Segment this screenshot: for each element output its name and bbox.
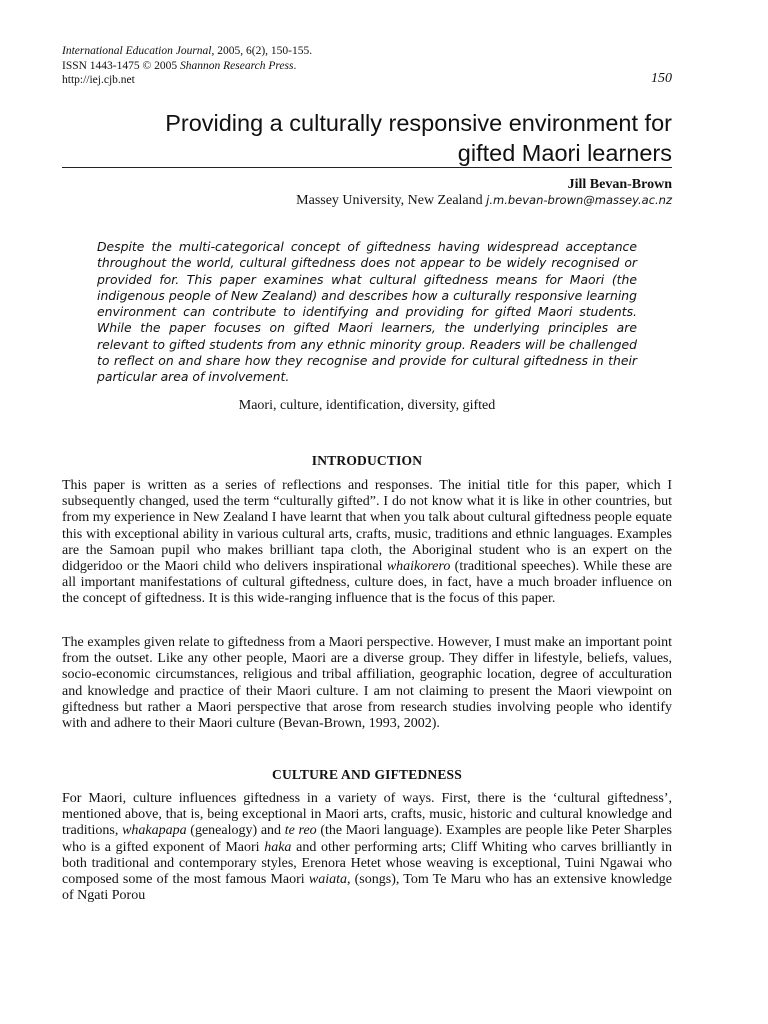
title-divider bbox=[62, 167, 672, 168]
introduction-heading: INTRODUCTION bbox=[311, 453, 423, 468]
title-line-1: Providing a culturally responsive environment for bbox=[165, 110, 672, 136]
publisher: Shannon Research Press bbox=[180, 59, 294, 72]
publisher-suffix: . bbox=[293, 59, 297, 72]
keywords: Maori, culture, identification, diversity, gifted bbox=[238, 398, 496, 413]
text-run: (genealogy) and bbox=[186, 823, 285, 839]
author-affiliation bbox=[296, 193, 672, 209]
issn-line bbox=[62, 59, 672, 74]
abstract: Despite the multi-categorical concept of giftedness having widespread acceptance throughout the world, cultural giftedness does not appear to be widely recognised or provided for. This paper examines what cultural giftedness means for Maori (the indigenous people of New Zealand) and describes how a culturally responsive learning environment can contribute to identifying and providing for gifted Maori students. While the paper focuses on gifted Maori learners, the underlying principles are relevant to gifted students from any ethnic minority group. Readers will be challenged to reflect on and share how they recognise and provide for cultural giftedness in their particular area of involvement. bbox=[97, 239, 637, 385]
maori-term: whaikorero bbox=[386, 559, 451, 575]
journal-url[interactable]: http://iej.cjb.net bbox=[62, 74, 135, 86]
journal-info bbox=[62, 44, 672, 88]
journal-citation-line bbox=[62, 44, 672, 59]
maori-term: whakapapa bbox=[122, 823, 187, 839]
maori-term: haka bbox=[264, 839, 292, 855]
author-name: Jill Bevan-Brown bbox=[567, 177, 672, 192]
text-run: , (songs), Tom Te Maru who has an extensive knowledge of Ngati Porou bbox=[62, 872, 672, 904]
author-email[interactable]: j.m.bevan-brown@massey.ac.nz bbox=[486, 193, 672, 207]
text-run: and other performing arts; Cliff Whiting who carves brilliantly in both traditional and contemporary styles, Erenora Hetet whose weaving is exceptional, Tuini Ngawai who composed some of the most famous Maori bbox=[62, 839, 672, 888]
text-run: (the Maori language). Examples are people like Peter Sharples who is a gifted exponent of Maori bbox=[62, 823, 672, 855]
culture-paragraph-1 bbox=[62, 791, 672, 904]
article-title bbox=[62, 108, 672, 168]
introduction-paragraph-2: The examples given relate to giftedness from a Maori perspective. However, I must make an important point from the outset. Like any other people, Maori are a diverse group. They differ in lifestyle, beliefs, values, socio-economic circumstances, religious and tribal affiliation, geographic location, degree of acculturation and knowledge and practice of their Maori culture. I am not claiming to present the Maori viewpoint on giftedness but rather a Maori perspective that arose from research studies involving people who identify with and adhere to their Maori culture (Bevan-Brown, 1993, 2002). bbox=[62, 635, 672, 732]
culture-heading: CULTURE AND GIFTEDNESS bbox=[272, 767, 462, 782]
journal-citation: , 2005, 6(2), 150-155. bbox=[211, 45, 313, 57]
title-line-2: gifted Maori learners bbox=[457, 140, 672, 166]
issn: ISSN 1443-1475 © 2005 bbox=[62, 59, 180, 72]
introduction-paragraph-1 bbox=[62, 478, 672, 608]
text-run: This paper is written as a series of reflections and responses. The initial title for this paper, which I subsequently changed, used the term “culturally gifted”. I do not know what it is like in other countries, but from my experience in New Zealand I have learnt that when you talk about cultural giftedness people equate this with exceptional ability in various cultural arts, crafts, music, traditions and ethnic languages. Examples are the Samoan pupil who makes brilliant tapa cloth, the Aboriginal student who is an expert on the didgeridoo or the Maori child who delivers inspirational bbox=[62, 478, 672, 575]
text-run: (traditional speeches). While these are all important manifestations of cultural giftedness, culture does, in fact, have a much broader influence on the concept of giftedness. It is this wide-ranging influence that is the focus of this paper. bbox=[62, 559, 672, 607]
maori-term: waiata bbox=[308, 872, 347, 888]
page-number: 150 bbox=[651, 71, 672, 86]
affiliation-text: Massey University, New Zealand bbox=[296, 193, 487, 208]
journal-name: International Education Journal bbox=[62, 45, 212, 57]
maori-term: te reo bbox=[284, 823, 317, 839]
text-run: For Maori, culture influences giftedness in a variety of ways. First, there is the ‘cultural giftedness’, mentioned above, that is, being exceptional in Maori arts, crafts, music, historic and cultural knowledge and traditions, bbox=[62, 791, 672, 839]
